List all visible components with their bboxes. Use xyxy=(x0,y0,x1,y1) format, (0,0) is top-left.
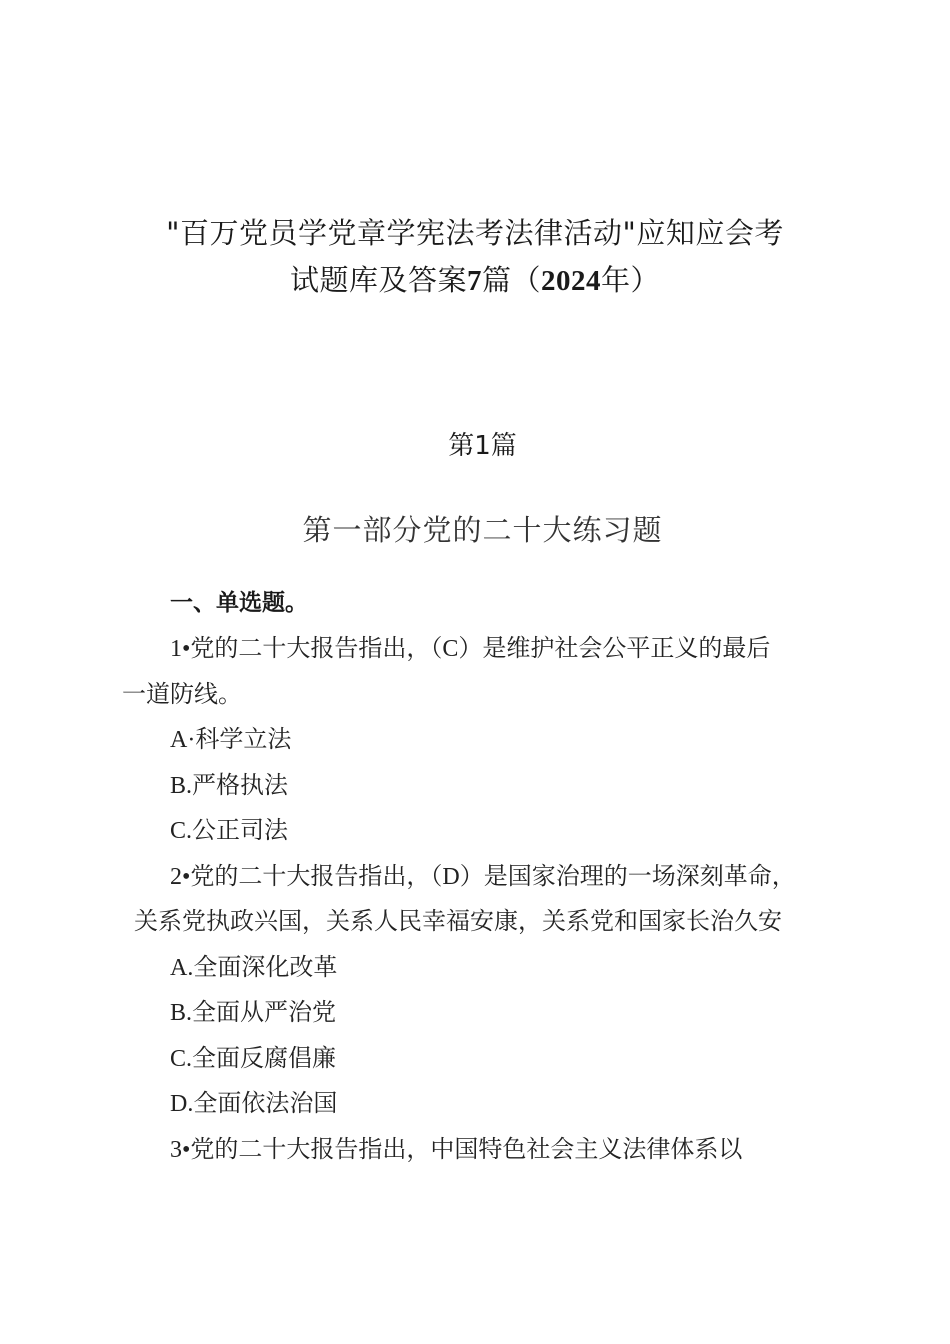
question-2-option-c: C.全面反腐倡廉 xyxy=(170,1046,337,1072)
question-1-option-b: B.严格执法 xyxy=(170,773,289,799)
question-2-option-b: B.全面从严治党 xyxy=(170,1000,337,1026)
question-1-option-c: C.公正司法 xyxy=(170,818,289,844)
document-title-line1: "百万党员学党章学宪法考法律活动"应知应会考 xyxy=(166,216,784,250)
part-heading: 第一部分党的二十大练习题 xyxy=(302,513,663,547)
question-3-text: 3•党的二十大报告指出，中国特色社会主义法律体系以 xyxy=(170,1137,743,1163)
title-count: 7 xyxy=(466,265,482,297)
question-2-option-d: D.全面依法治国 xyxy=(170,1091,338,1117)
question-2-text-cont: 关系党执政兴国，关系人民幸福安康，关系党和国家长治久安 xyxy=(134,909,782,935)
title-year: 2024 xyxy=(541,265,601,297)
title-text: 试题库及答案 xyxy=(289,263,467,297)
question-1-text-cont: 一道防线。 xyxy=(122,682,242,708)
question-1-option-a: A·科学立法 xyxy=(170,727,292,753)
chapter-heading: 第1篇 xyxy=(448,431,517,461)
title-text: 篇（ xyxy=(481,263,541,297)
section-heading: 一、单选题。 xyxy=(170,590,308,616)
question-1-text: 1•党的二十大报告指出，（C）是维护社会公平正义的最后 xyxy=(170,636,771,662)
document-title-line2 xyxy=(0,252,950,309)
title-text: 年） xyxy=(601,263,661,297)
question-2-text: 2•党的二十大报告指出，（D）是国家治理的一场深刻革命， xyxy=(170,864,796,890)
question-2-option-a: A.全面深化改革 xyxy=(170,955,338,981)
